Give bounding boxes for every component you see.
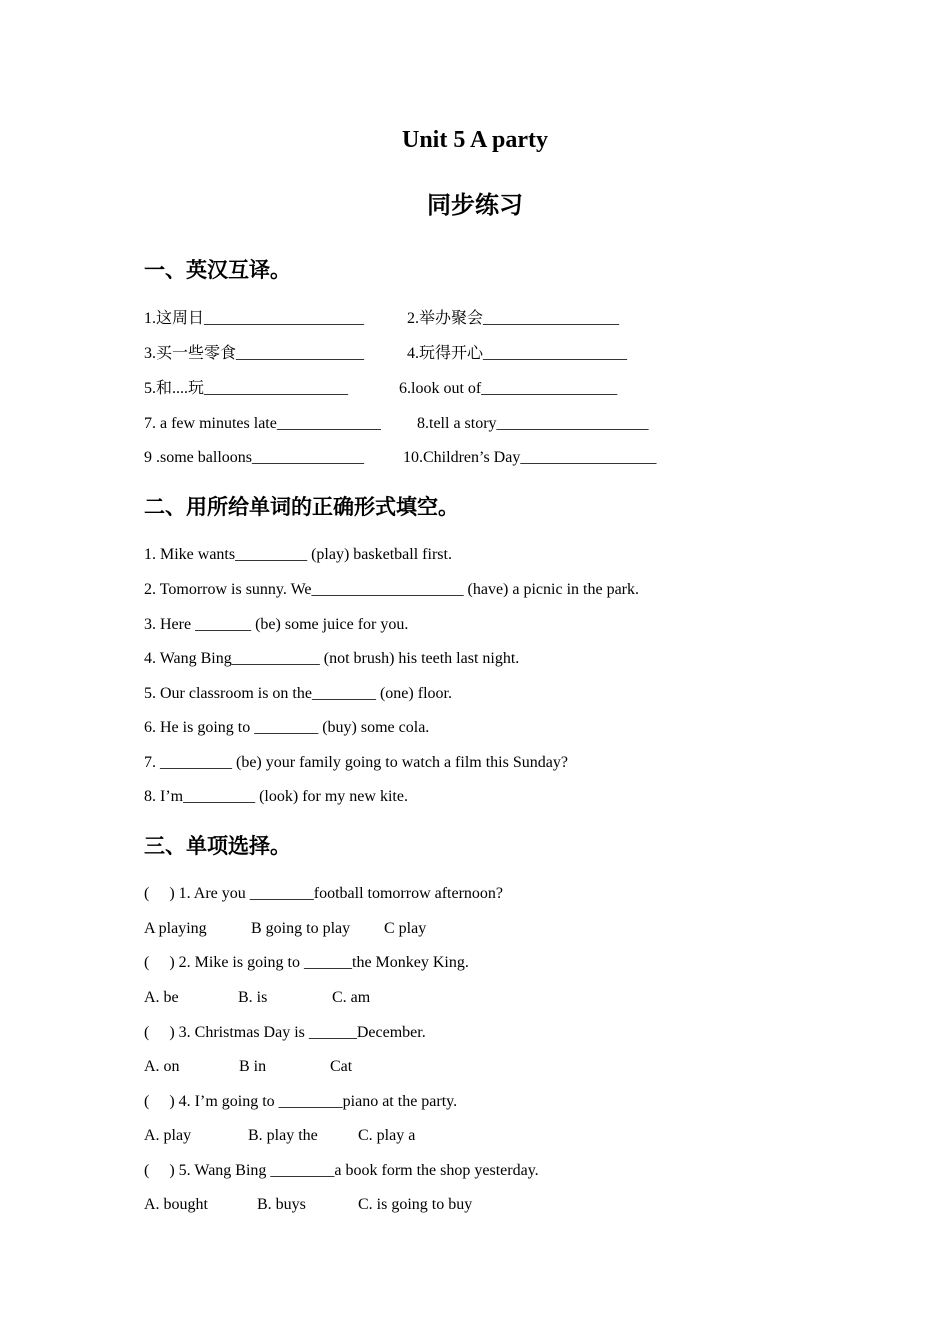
question-4-option-a: A. play: [144, 1127, 192, 1144]
question-2-option-a: A. be: [144, 989, 179, 1006]
question-5-stem: ( ) 5. Wang Bing ________a book form the shop yesterday.: [144, 1162, 539, 1179]
fill-item-7: 7. _________ (be) your family going to watch a film this Sunday?: [144, 754, 568, 771]
translation-item-4: 4.玩得开心__________________: [407, 345, 628, 362]
translation-item-6: 6.look out of_________________: [399, 380, 618, 397]
section-heading-translation: 一、英汉互译。: [144, 258, 291, 282]
translation-item-3: 3.买一些零食________________: [144, 345, 365, 362]
fill-item-2: 2. Tomorrow is sunny. We___________________ (have) a picnic in the park.: [144, 581, 639, 598]
section-heading-fill-in: 二、用所给单词的正确形式填空。: [144, 495, 459, 519]
question-5-option-c: C. is going to buy: [358, 1196, 473, 1213]
question-4-option-b: B. play the: [248, 1127, 318, 1144]
page-title: Unit 5 A party: [401, 127, 548, 153]
question-3-option-c: Cat: [330, 1058, 353, 1075]
fill-item-1: 1. Mike wants_________ (play) basketball first.: [144, 546, 452, 563]
question-1-option-b: B going to play: [251, 920, 351, 937]
fill-item-5: 5. Our classroom is on the________ (one) floor.: [144, 685, 452, 702]
translation-item-7: 7. a few minutes late_____________: [144, 415, 381, 432]
question-4-stem: ( ) 4. I’m going to ________piano at the party.: [144, 1093, 458, 1110]
translation-item-10: 10.Children’s Day_________________: [403, 449, 657, 466]
fill-item-4: 4. Wang Bing___________ (not brush) his teeth last night.: [144, 650, 520, 667]
question-1-stem: ( ) 1. Are you ________football tomorrow afternoon?: [144, 885, 504, 902]
question-2-stem: ( ) 2. Mike is going to ______the Monkey King.: [144, 954, 469, 971]
question-2-option-b: B. is: [238, 989, 268, 1006]
page-subtitle: 同步练习: [427, 193, 523, 219]
question-1-option-c: C play: [384, 920, 427, 937]
translation-item-5: 5.和....玩__________________: [144, 380, 349, 397]
translation-item-2: 2.举办聚会_________________: [407, 310, 620, 327]
question-1-option-a: A playing: [144, 920, 207, 937]
question-3-stem: ( ) 3. Christmas Day is ______December.: [144, 1024, 426, 1041]
question-5-option-a: A. bought: [144, 1196, 208, 1213]
question-3-option-b: B in: [239, 1058, 267, 1075]
translation-item-8: 8.tell a story___________________: [417, 415, 649, 432]
question-4-option-c: C. play a: [358, 1127, 416, 1144]
question-2-option-c: C. am: [332, 989, 371, 1006]
translation-item-1: 1.这周日____________________: [144, 310, 365, 327]
fill-item-3: 3. Here _______ (be) some juice for you.: [144, 616, 409, 633]
fill-item-6: 6. He is going to ________ (buy) some cola.: [144, 719, 430, 736]
section-heading-multiple-choice: 三、单项选择。: [144, 834, 291, 858]
question-5-option-b: B. buys: [257, 1196, 306, 1213]
translation-item-9: 9 .some balloons______________: [144, 449, 364, 466]
fill-item-8: 8. I’m_________ (look) for my new kite.: [144, 788, 408, 805]
question-3-option-a: A. on: [144, 1058, 180, 1075]
